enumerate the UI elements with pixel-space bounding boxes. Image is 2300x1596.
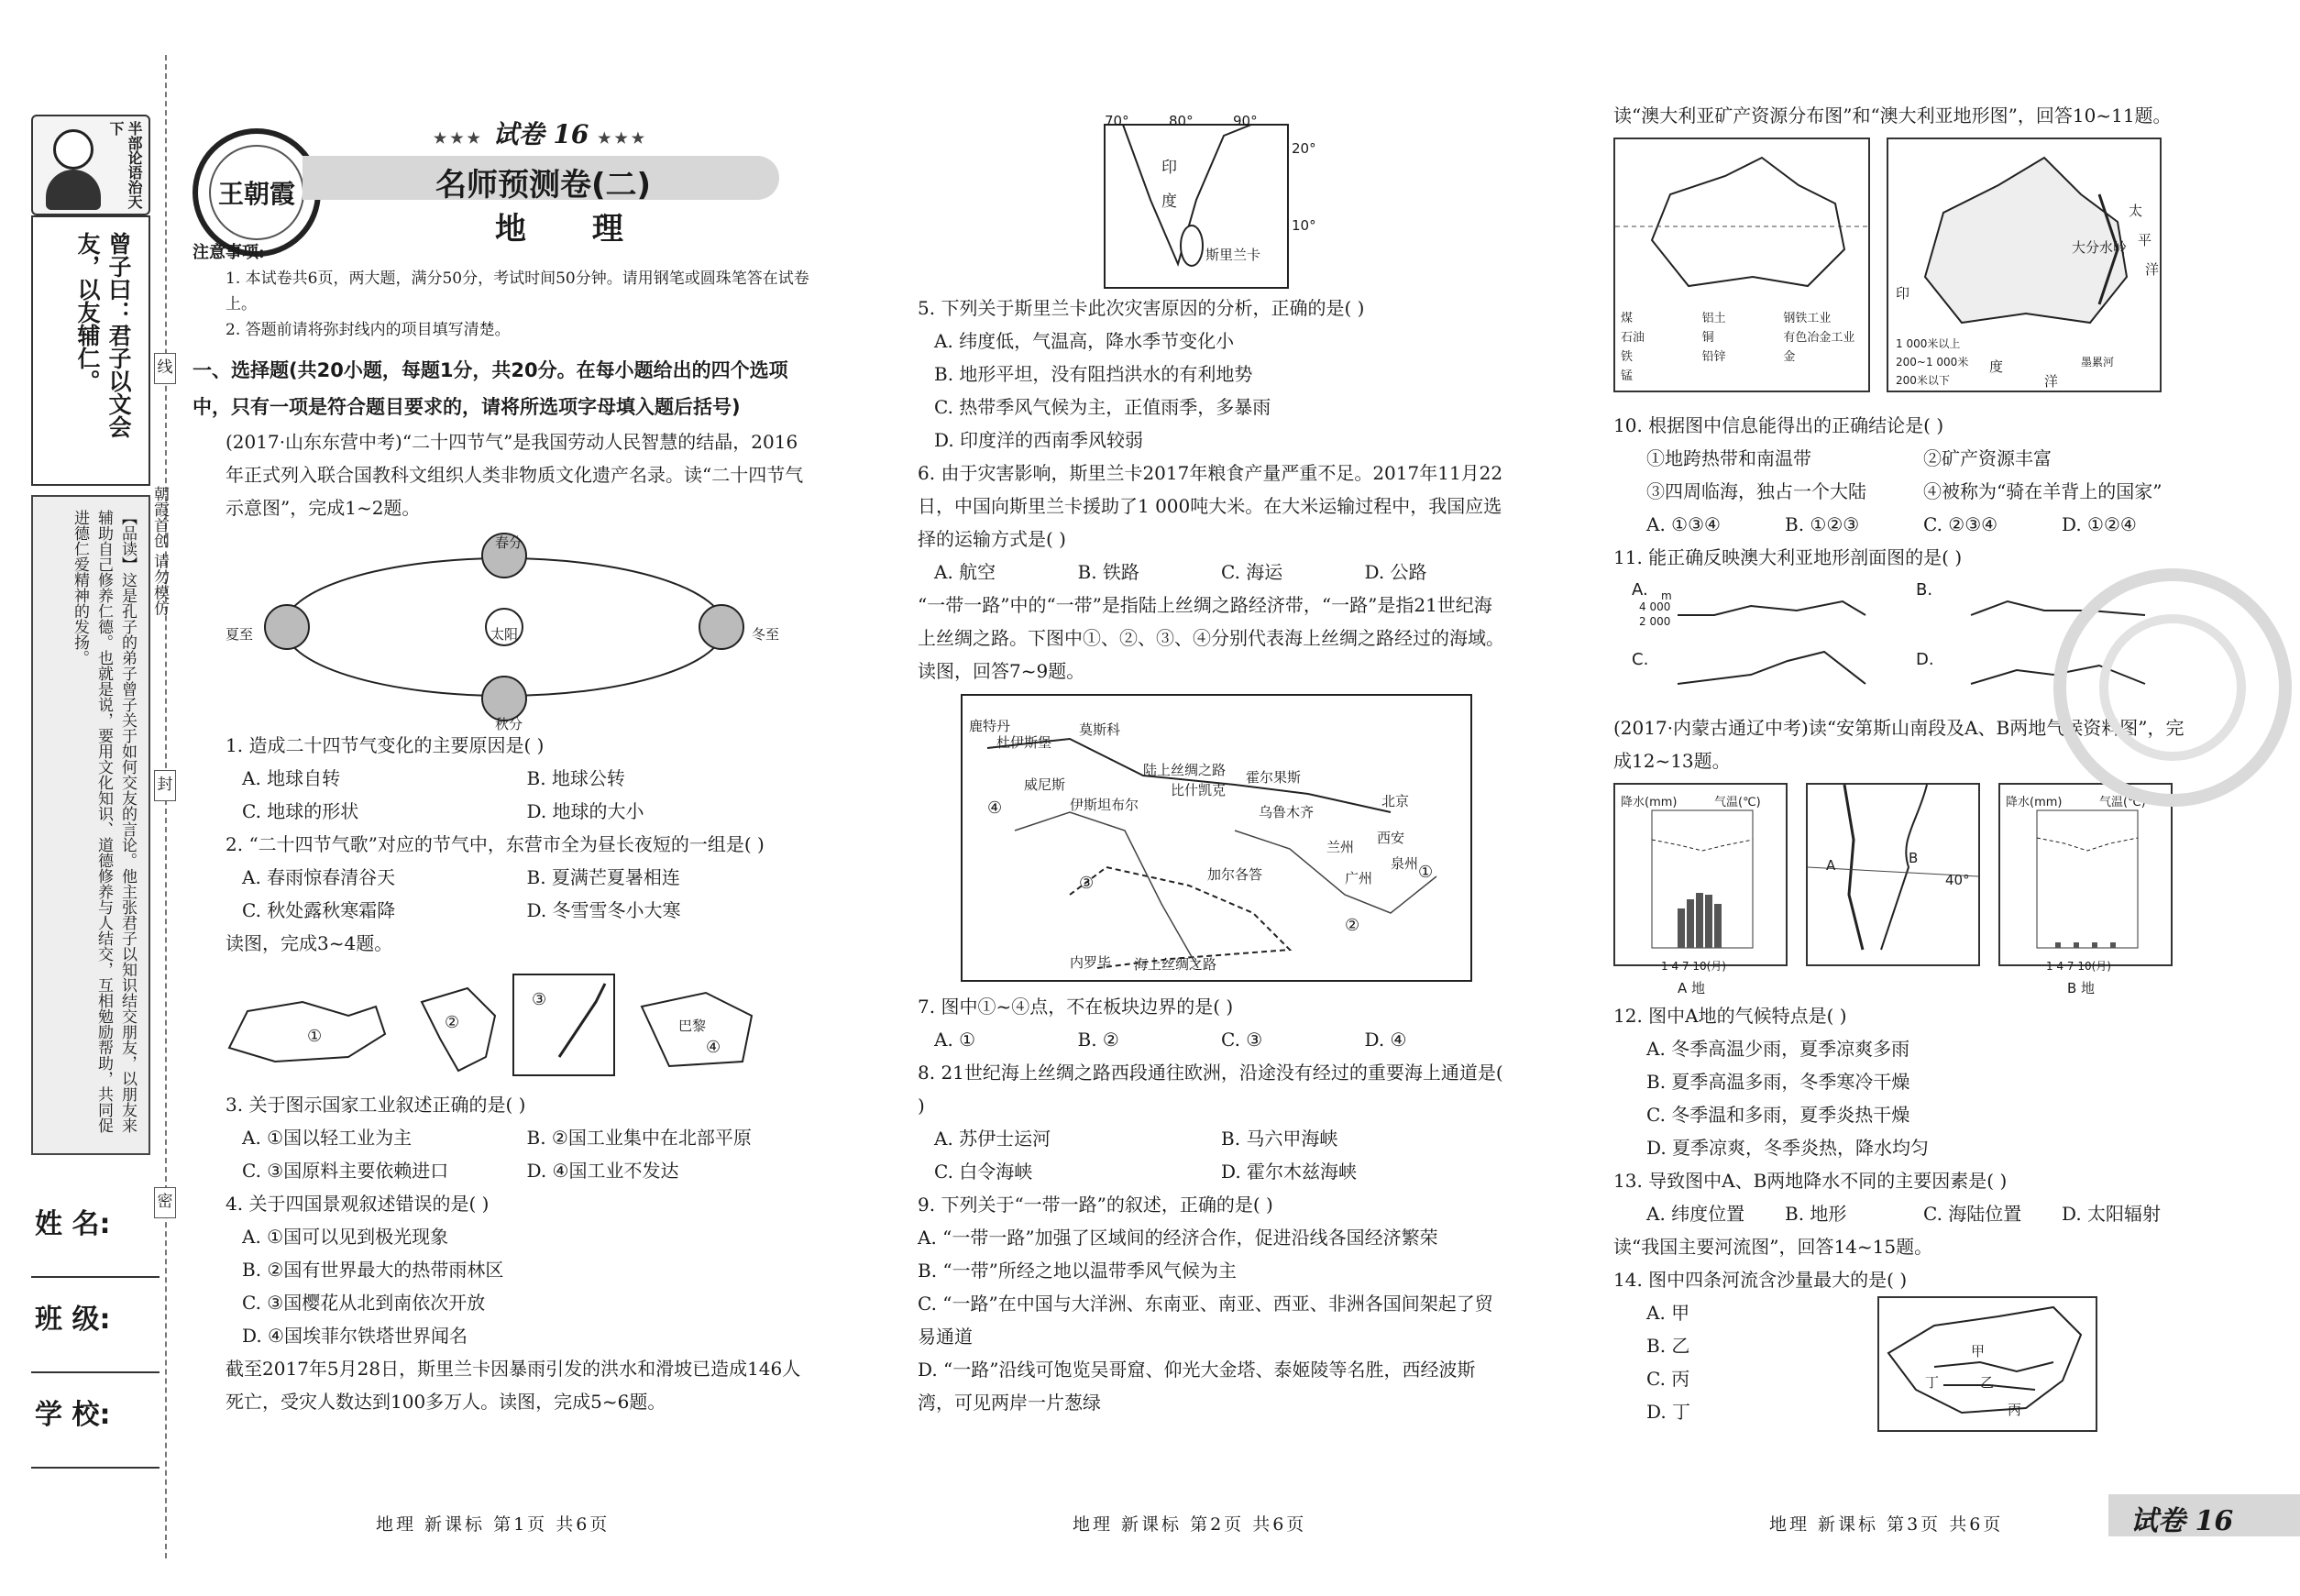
- map-label: 内罗毕: [1070, 954, 1112, 971]
- statement-list: [1613, 442, 2200, 508]
- option[interactable]: D. 冬雪雪冬小大寒: [526, 899, 681, 921]
- map-label: 杜伊斯堡: [996, 734, 1052, 751]
- school-field[interactable]: [31, 1373, 160, 1469]
- option[interactable]: C. 秋处露秋寒霜降: [242, 899, 396, 921]
- option[interactable]: B. ②: [1077, 1029, 1119, 1051]
- subject-title: 地 理: [495, 211, 651, 248]
- option[interactable]: A. 地球自转: [242, 767, 341, 789]
- option[interactable]: D. 公路: [1364, 561, 1427, 583]
- question-stem: 3. 关于图示国家工业叙述正确的是( ): [226, 1094, 526, 1116]
- option[interactable]: D. 印度洋的西南季风较弱: [934, 429, 1144, 451]
- map-label: ①: [1418, 863, 1434, 882]
- column-2: [885, 99, 1508, 1419]
- notice-item: 1. 本试卷共6页，两大题，满分50分，考试时间50分钟。请用钢笔或圆珠笔答在试卷上。: [226, 270, 809, 314]
- river-label: 乙: [1980, 1374, 1995, 1391]
- q14-area: [1613, 1296, 2200, 1443]
- option[interactable]: B. 夏季高温多雨，冬季寒冷干燥: [1646, 1071, 1910, 1093]
- option[interactable]: C. 冬季温和多雨，夏季炎热干燥: [1646, 1104, 1910, 1126]
- title-band: [303, 156, 779, 204]
- seal-label: 线: [154, 353, 176, 384]
- australia-figures: [1613, 138, 2200, 403]
- paper-tag: [2108, 1494, 2300, 1536]
- q14-options: [1646, 1296, 1756, 1428]
- chart-caption: B 地: [2067, 980, 2096, 996]
- china-outline: [1879, 1298, 2096, 1430]
- brand-logo: [193, 128, 321, 257]
- motto: 半部论语治天下: [107, 121, 143, 209]
- map-label: 海上丝绸之路: [1134, 956, 1217, 973]
- andes-map: [1806, 783, 1980, 966]
- river-label: 甲: [1971, 1343, 1986, 1359]
- label-lat: 20°: [1292, 140, 1316, 157]
- map-label: 广州: [1345, 870, 1373, 886]
- option[interactable]: D. ④: [1364, 1029, 1407, 1051]
- question-stem: 2. “二十四节气歌”对应的节气中，东营市全为昼长夜短的一组是( ): [226, 833, 765, 855]
- option[interactable]: C. ③: [1221, 1029, 1263, 1051]
- legend-item: 铝土: [1701, 312, 1726, 325]
- option[interactable]: B. ②国工业集中在北部平原: [526, 1127, 752, 1149]
- question-stem: 10. 根据图中信息能得出的正确结论是( ): [1613, 414, 1944, 436]
- option[interactable]: C. 海运: [1221, 561, 1283, 583]
- page-footer: 地理 新课标 第2页 共6页: [1073, 1514, 1307, 1535]
- label-country-3: ③: [532, 990, 547, 1009]
- options: [885, 1023, 1508, 1056]
- school-label: 学 校:: [35, 1399, 111, 1431]
- map-label: 西安: [1377, 830, 1405, 846]
- terrain-legend: 1 000米以上: [1896, 337, 1961, 350]
- label-indian: 印: [1896, 285, 1910, 302]
- label-india: 印度: [1158, 159, 1176, 226]
- option[interactable]: D. 霍尔木兹海峡: [1221, 1161, 1358, 1183]
- option[interactable]: A. ①国以轻工业为主: [242, 1127, 413, 1149]
- map-label: 霍尔果斯: [1246, 769, 1302, 786]
- question-stem: 1. 造成二十四节气变化的主要原因是( ): [226, 734, 545, 756]
- option[interactable]: A. ①: [934, 1029, 976, 1051]
- country-outlines: [193, 965, 811, 1083]
- name-field[interactable]: [31, 1183, 160, 1278]
- statement: ③四周临海，独占一个大陆: [1646, 480, 1866, 502]
- map-label: 加尔各答: [1207, 866, 1263, 883]
- option[interactable]: D. “一路”沿线可饱览吴哥窟、仰光大金塔、泰姬陵等名胜，西经波斯湾，可见两岸一片葱绿: [918, 1359, 1476, 1414]
- option[interactable]: D. ④国工业不发达: [526, 1160, 679, 1182]
- column-1: [193, 240, 811, 1418]
- map-label: 北京: [1381, 793, 1410, 809]
- legend-item: 煤: [1621, 312, 1634, 325]
- map-point-a: A: [1826, 857, 1836, 874]
- map-label: 鹿特丹: [969, 718, 1011, 734]
- label-lon: 70°: [1105, 113, 1129, 129]
- option[interactable]: B. “一带”所经之地以温带季风气候为主: [918, 1260, 1237, 1282]
- option[interactable]: A. 苏伊士运河: [934, 1128, 1051, 1150]
- question-intro: 读图，完成3~4题。: [226, 932, 393, 954]
- australia-outline: [1615, 139, 1868, 304]
- legend-item: 铅锌: [1701, 350, 1726, 364]
- option[interactable]: B. 马六甲海峡: [1221, 1128, 1338, 1150]
- minerals-legend: [1621, 309, 1865, 386]
- options: [193, 861, 811, 927]
- label-autumn: 秋分: [495, 716, 523, 732]
- four-countries-figure: [193, 965, 811, 1083]
- question-intro: “一带一路”中的“一带”是指陆上丝绸之路经济带，“一路”是指21世纪海上丝绸之路。下图中①、②、③、④分别代表海上丝绸之路经过的海域。读图，回答7~9题。: [918, 594, 1504, 682]
- option[interactable]: A. ①国可以见到极光现象: [242, 1226, 449, 1248]
- label-indian: 洋: [2044, 373, 2059, 390]
- profile-tick: m: [1661, 589, 1672, 602]
- paper-number-text: 试卷 16: [492, 119, 589, 149]
- options: [885, 1122, 1508, 1188]
- axis-label: 气温(℃): [2099, 796, 2146, 809]
- map-label: 兰州: [1326, 839, 1355, 855]
- profile-tick: 4 000: [1639, 600, 1671, 613]
- label-country-4: ④: [706, 1038, 721, 1057]
- option[interactable]: A. ①③④: [1646, 513, 1721, 535]
- question-stem: 8. 21世纪海上丝绸之路西段通往欧洲，沿途没有经过的重要海上通道是( ): [918, 1062, 1503, 1117]
- option[interactable]: B. 铁路: [1077, 561, 1139, 583]
- question-stem: 12. 图中A地的气候特点是( ): [1613, 1005, 1847, 1027]
- map-label: 比什凯克: [1171, 782, 1227, 798]
- profile-letter: B.: [1916, 580, 1933, 600]
- legend-item: 铜: [1701, 331, 1714, 345]
- option[interactable]: C. ③国原料主要依赖进口: [242, 1160, 449, 1182]
- legend-item: 金: [1783, 350, 1796, 364]
- analysis-box: [31, 495, 150, 1155]
- paper-number: [403, 115, 678, 151]
- paper-tag-text: 试卷 16: [2130, 1505, 2234, 1537]
- option[interactable]: C. 丙: [1646, 1368, 1690, 1390]
- climate-bars-a: [1615, 785, 1786, 964]
- legend-item: 石油: [1621, 331, 1645, 345]
- option[interactable]: A. 甲: [1646, 1302, 1690, 1324]
- watermark-stamp: [2053, 568, 2292, 807]
- axis-label: 气温(℃): [1714, 796, 1761, 809]
- label-lon: 90°: [1233, 113, 1258, 129]
- student-info-fields: [31, 1183, 160, 1469]
- notice-item: 2. 答题前请将弥封线内的项目填写清楚。: [226, 321, 511, 339]
- option[interactable]: A. 春雨惊春清谷天: [242, 866, 396, 888]
- quote-box: [31, 215, 150, 486]
- chart-caption: A 地: [1678, 980, 1706, 996]
- question-stem: 9. 下列关于“一带一路”的叙述，正确的是( ): [918, 1194, 1273, 1216]
- question-intro: 读“我国主要河流图”，回答14~15题。: [1613, 1236, 1933, 1258]
- option[interactable]: A. 冬季高温少雨，夏季凉爽多雨: [1646, 1038, 1910, 1060]
- belt-road-figure: [960, 693, 1473, 985]
- river-label: 丁: [1925, 1374, 1940, 1391]
- map-label: 威尼斯: [1024, 776, 1066, 793]
- option[interactable]: A. 航空: [934, 561, 996, 583]
- label-pacific: 平: [2138, 232, 2152, 248]
- profile-tick: 2 000: [1639, 615, 1671, 628]
- label-lat: 10°: [1292, 217, 1316, 234]
- profile-letter: C.: [1632, 650, 1649, 669]
- option[interactable]: C. 热带季风气候为主，正值雨季，多暴雨: [934, 396, 1271, 418]
- legend-item: 锰: [1621, 369, 1634, 383]
- option[interactable]: C. 海陆位置: [1923, 1203, 2022, 1225]
- label-paris: 巴黎: [678, 1018, 707, 1034]
- logo-text: 王朝霞: [209, 145, 304, 240]
- options: [193, 1121, 811, 1187]
- month-axis: 1 4 7 10(月): [1661, 960, 1726, 973]
- climate-chart-b: [1998, 783, 2173, 973]
- label-sri-lanka: 斯里兰卡: [1205, 247, 1261, 263]
- option[interactable]: B. 夏满芒夏暑相连: [526, 866, 680, 888]
- option[interactable]: D. ④国埃菲尔铁塔世界闻名: [242, 1325, 468, 1347]
- option[interactable]: C. 白令海峡: [934, 1161, 1033, 1183]
- map-label: 泉州: [1391, 855, 1419, 872]
- options: [1613, 1197, 2200, 1230]
- map-label: ④: [987, 798, 1003, 818]
- label-spring: 春分: [495, 534, 523, 551]
- quote-text: 曾子曰：君子以文会友，以友辅仁。: [74, 232, 132, 438]
- question-intro: 截至2017年5月28日，斯里兰卡因暴雨引发的洪水和滑坡已造成146人死亡，受灾人数达到100多万人。读图，完成5~6题。: [226, 1358, 801, 1413]
- options: [885, 556, 1508, 589]
- analysis-text: 【品读】这是孔子的弟子曾子关于如何交友的言论。他主张君子以知识结交朋友，以朋友来辅助自己修养仁德。也就是说，要用文化知识、道德修养与人结交，互相勉励帮助，共同促进德仁爱精神的发扬。: [71, 510, 137, 1133]
- option[interactable]: C. “一路”在中国与大洋洲、东南亚、南亚、西亚、非洲各国间架起了贸易通道: [918, 1293, 1493, 1348]
- map-label: ③: [1079, 874, 1095, 893]
- axis-label: 降水(mm): [1621, 796, 1678, 809]
- map-label: 陆上丝绸之路: [1143, 762, 1227, 778]
- section-heading: 一、选择题(共20小题，每题1分，共20分。在每小题给出的四个选项中，只有一项是符合题目要求的，请将所选项字母填入题后括号): [193, 359, 788, 418]
- page-footer: 地理 新课标 第3页 共6页: [1769, 1514, 2004, 1535]
- option[interactable]: A. “一带一路”加强了区域间的经济合作，促进沿线各国经济繁荣: [918, 1227, 1438, 1249]
- page-footer: 地理 新课标 第1页 共6页: [376, 1514, 611, 1535]
- question-intro: (2017·山东东营中考)“二十四节气”是我国劳动人民智慧的结晶，2016年正式列入联合国教科文组织人类非物质文化遗产名录。读“二十四节气示意图”，完成1~2题。: [226, 431, 804, 519]
- statement: ④被称为“骑在羊背上的国家”: [1923, 480, 2162, 502]
- label-winter: 冬至: [752, 626, 780, 643]
- map-point-b: B: [1909, 850, 1919, 866]
- question-intro: (2017·内蒙古通辽中考)读“安第斯山南段及A、B两地气候资料图”，完成12~13题。: [1613, 717, 2184, 772]
- question-stem: 6. 由于灾害影响，斯里兰卡2017年粮食产量严重不足。2017年11月22日，中国向斯里兰卡援助了1 000吨大米。在大米运输过程中，我国应选择的运输方式是( ): [918, 462, 1503, 550]
- map-label: 伊斯坦布尔: [1070, 797, 1139, 813]
- seal-label: 密: [154, 1187, 176, 1218]
- option[interactable]: B. ②国有世界最大的热带雨林区: [242, 1259, 504, 1281]
- question-stem: 7. 图中①~④点，不在板块边界的是( ): [918, 996, 1234, 1018]
- option[interactable]: C. ②③④: [1923, 513, 1998, 535]
- star-decoration: ★★★: [433, 129, 484, 147]
- label-country-1: ①: [307, 1027, 323, 1046]
- binding-margin: [0, 0, 183, 1596]
- axis-label: 降水(mm): [2006, 796, 2063, 809]
- class-field[interactable]: [31, 1278, 160, 1373]
- latitude-label: 40°: [1945, 872, 1970, 888]
- option[interactable]: C. ③国樱花从北到南依次开放: [242, 1292, 486, 1314]
- option[interactable]: B. ①②③: [1785, 513, 1860, 535]
- profile-letter: D.: [1916, 650, 1934, 669]
- australia-minerals-map: [1613, 138, 1870, 392]
- sri-lanka-figure: [1086, 99, 1316, 292]
- climate-figures: [1613, 783, 2200, 994]
- terrain-legend: 200~1 000米: [1896, 356, 1969, 369]
- question-stem: 11. 能正确反映澳大利亚地形剖面图的是( ): [1613, 546, 1963, 568]
- options: [193, 762, 811, 828]
- statement: ②矿产资源丰富: [1923, 447, 2052, 469]
- option[interactable]: A. 纬度位置: [1646, 1203, 1745, 1225]
- label-sun: 太阳: [490, 626, 519, 643]
- month-axis: 1 4 7 10(月): [2046, 960, 2111, 973]
- map-label: ②: [1345, 916, 1360, 935]
- solar-terms-figure: [193, 528, 811, 732]
- option[interactable]: D. 地球的大小: [526, 800, 644, 822]
- label-pacific: 洋: [2145, 261, 2160, 278]
- option[interactable]: D. 丁: [1646, 1401, 1691, 1423]
- paper-title: 名师预测卷(二): [435, 167, 652, 204]
- option[interactable]: C. 地球的形状: [242, 800, 359, 822]
- watermark-inner: [2099, 614, 2246, 761]
- china-rivers-map: [1877, 1296, 2097, 1432]
- notice-title: 注意事项:: [193, 243, 265, 262]
- option[interactable]: B. 地形: [1785, 1203, 1847, 1225]
- australia-terrain-map: [1887, 138, 2162, 392]
- option[interactable]: B. 乙: [1646, 1335, 1690, 1357]
- seal-line: [165, 55, 167, 1558]
- climate-bars-b: [2000, 785, 2171, 964]
- label-country-2: ②: [445, 1013, 460, 1032]
- option[interactable]: D. ①②④: [2062, 513, 2137, 535]
- label-divide: 大分水岭: [2072, 239, 2128, 256]
- copyright-note: 朝霞首创 请勿模仿: [150, 486, 169, 616]
- option[interactable]: B. 地球公转: [526, 767, 625, 789]
- legend-item: 钢铁工业: [1783, 312, 1832, 325]
- legend-item: 有色冶金工业: [1783, 331, 1855, 345]
- question-intro: 读“澳大利亚矿产资源分布图”和“澳大利亚地形图”，回答10~11题。: [1613, 105, 2172, 127]
- question-stem: 13. 导致图中A、B两地降水不同的主要因素是( ): [1613, 1170, 2008, 1192]
- question-stem: 5. 下列关于斯里兰卡此次灾害原因的分析，正确的是( ): [918, 297, 1365, 319]
- option[interactable]: D. 太阳辐射: [2062, 1203, 2162, 1225]
- options: [1613, 508, 2200, 541]
- name-label: 姓 名:: [35, 1208, 111, 1240]
- statement: ①地跨热带和南温带: [1646, 447, 1811, 469]
- label-indian: 度: [1989, 358, 2004, 375]
- map-label: 莫斯科: [1079, 721, 1121, 738]
- option[interactable]: D. 夏季凉爽，冬季炎热，降水均匀: [1646, 1137, 1930, 1159]
- label-lon: 80°: [1169, 113, 1194, 129]
- question-stem: 4. 关于四国景观叙述错误的是( ): [226, 1193, 490, 1215]
- seal-label: 封: [154, 770, 176, 801]
- option[interactable]: B. 地形平坦，没有阻挡洪水的有利地势: [934, 363, 1253, 385]
- profile-letter: A.: [1632, 580, 1648, 600]
- question-stem: 14. 图中四条河流含沙量最大的是( ): [1613, 1269, 1908, 1291]
- terrain-legend: 200米以下: [1896, 374, 1950, 387]
- label-summer: 夏至: [226, 626, 254, 643]
- class-label: 班 级:: [35, 1304, 111, 1336]
- climate-chart-a: [1613, 783, 1788, 973]
- label-pacific: 太: [2129, 203, 2143, 219]
- option[interactable]: A. 纬度低，气温高，降水季节变化小: [934, 330, 1235, 352]
- label-river: 墨累河: [2081, 356, 2115, 369]
- river-label: 丙: [2008, 1402, 2022, 1418]
- map-label: 乌鲁木齐: [1259, 804, 1315, 820]
- legend-item: 铁: [1621, 350, 1634, 364]
- star-decoration: ★★★: [598, 129, 649, 147]
